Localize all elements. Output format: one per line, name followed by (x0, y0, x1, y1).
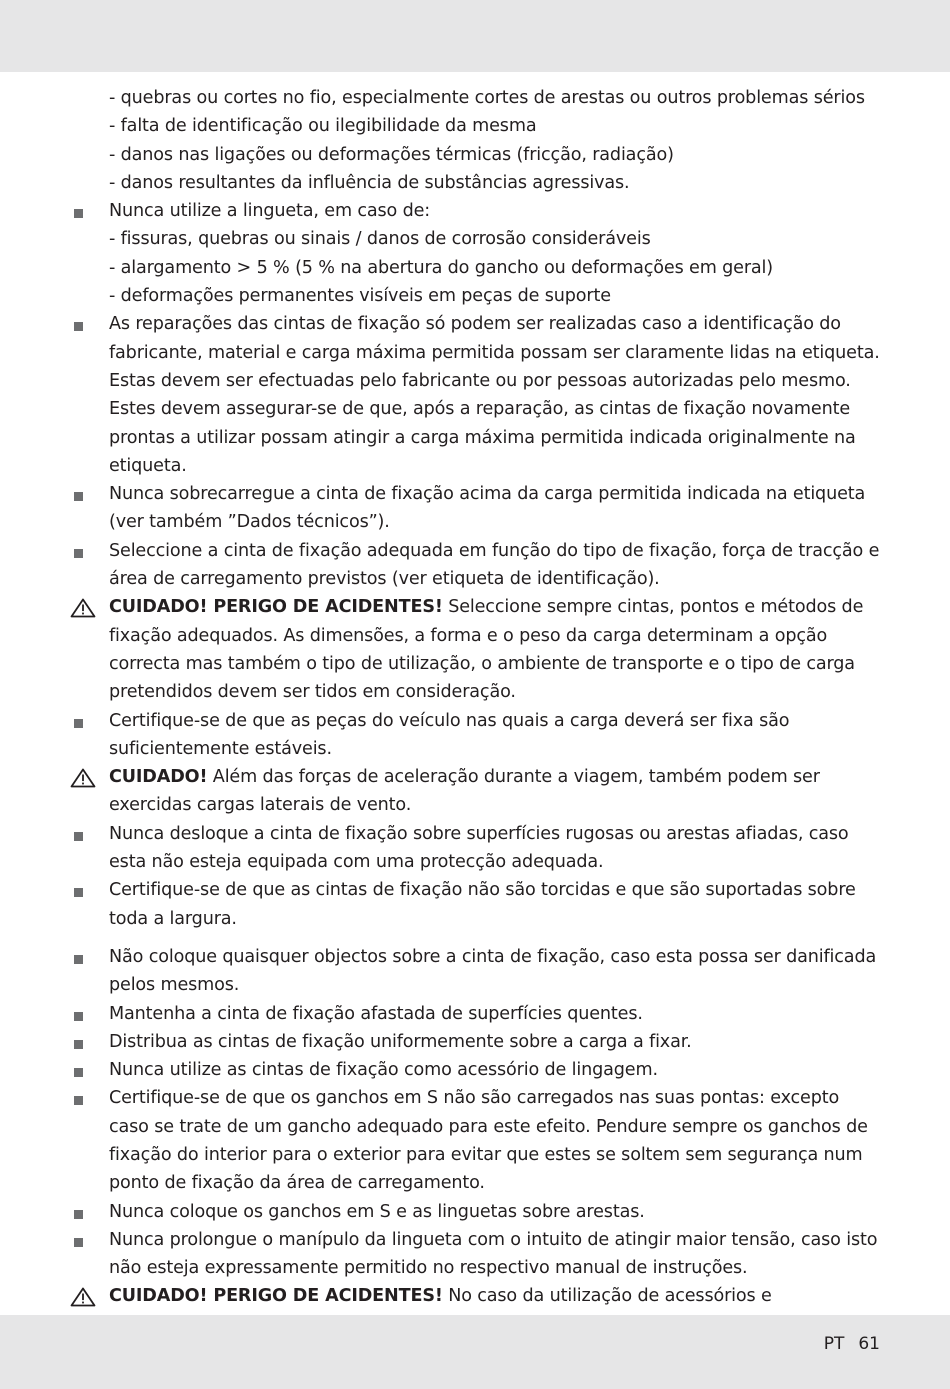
list-item (70, 310, 882, 480)
square-bullet-icon (74, 955, 83, 964)
sub-item: - danos resultantes da influência de substâncias agressivas. (109, 172, 630, 193)
list-item (70, 197, 882, 310)
square-bullet-icon (74, 549, 83, 558)
list-item (70, 1028, 882, 1056)
warning-triangle-icon (70, 1287, 96, 1307)
list-item (70, 1198, 882, 1226)
sub-item: - quebras ou cortes no fio, especialmente cortes de arestas ou outros problemas sérios (109, 88, 865, 108)
list-item (70, 1000, 882, 1028)
list-item-text: Nunca sobrecarregue a cinta de fixação acima da carga permitida indicada na etiqueta (ver também ”Dados técnicos”). (109, 484, 866, 533)
square-bullet-icon (74, 1238, 83, 1247)
list-item-text: Distribua as cintas de fixação uniformemente sobre a carga a fixar. (109, 1031, 692, 1052)
square-bullet-icon (74, 1012, 83, 1021)
warning-label: CUIDADO! PERIGO DE ACIDENTES! (109, 597, 443, 618)
warning-item (70, 763, 882, 820)
square-bullet-icon (74, 209, 83, 218)
list-item-text: As reparações das cintas de fixação só podem ser realizadas caso a identificação do fabricante, material e carga máxima permitida possam ser claramente lidas na etiqueta. Estas devem ser efectuadas pelo fabricante ou por pessoas autorizadas pelo mesmo. Estes devem assegurar-se de que, após a reparação, as cintas de fixação novamente prontas a utilizar possam atingir a carga máxima permitida indicada originalmente na etiqueta. (109, 314, 880, 476)
warning-text: Além das forças de aceleração durante a viagem, também podem ser exercidas cargas laterais de vento. (109, 767, 820, 816)
square-bullet-icon (74, 888, 83, 897)
list-item (70, 1056, 882, 1084)
square-bullet-icon (74, 322, 83, 331)
sub-item: - deformações permanentes visíveis em peças de suporte (109, 286, 611, 307)
list-item (70, 1226, 882, 1283)
list-item (70, 537, 882, 594)
page-number: 61 (858, 1334, 880, 1354)
square-bullet-icon (74, 719, 83, 728)
square-bullet-icon (74, 1210, 83, 1219)
list-item-text: Nunca prolongue o manípulo da lingueta com o intuito de atingir maior tensão, caso isto não esteja expressamente permitido no respectivo manual de instruções. (109, 1229, 878, 1279)
square-bullet-icon (74, 492, 83, 501)
sub-item: - falta de identificação ou ilegibilidade da mesma (109, 116, 537, 137)
list-item-text: Certifique-se de que as cintas de fixação não são torcidas e que são suportadas sobre toda a largura. (109, 880, 856, 929)
list-item-text: Nunca desloque a cinta de fixação sobre superfícies rugosas ou arestas afiadas, caso esta não esteja equipada com uma protecção adequada. (109, 823, 849, 873)
warning-triangle-icon (70, 768, 96, 788)
warning-triangle-icon (70, 598, 96, 618)
list-item-text: Nunca utilize a lingueta, em caso de: (109, 201, 431, 222)
list-item-text: Nunca coloque os ganchos em S e as linguetas sobre arestas. (109, 1201, 645, 1222)
warning-item (70, 593, 882, 706)
list-item (70, 876, 882, 933)
list-item-text: Mantenha a cinta de fixação afastada de superfícies quentes. (109, 1003, 643, 1024)
sub-item: - fissuras, quebras ou sinais / danos de corrosão consideráveis (109, 229, 651, 250)
list-item (70, 1084, 882, 1197)
warning-label: CUIDADO! PERIGO DE ACIDENTES! (109, 1286, 443, 1307)
list-item (70, 820, 882, 877)
square-bullet-icon (74, 1096, 83, 1105)
list-item-text: Certifique-se de que as peças do veículo nas quais a carga deverá ser fixa são suficientemente estáveis. (109, 710, 790, 759)
list-item (70, 707, 882, 764)
square-bullet-icon (74, 832, 83, 841)
page-footer (824, 1334, 880, 1354)
square-bullet-icon (74, 1040, 83, 1049)
footer-band (0, 1315, 950, 1389)
header-band (0, 0, 950, 72)
warning-item (70, 1282, 882, 1310)
list-item (70, 480, 882, 537)
instructions-text (70, 84, 882, 1311)
list-item-text: Seleccione a cinta de fixação adequada em função do tipo de fixação, força de tracção e área de carregamento previstos (ver etiqueta de identificação). (109, 540, 880, 590)
list-item-text: Certifique-se de que os ganchos em S não são carregados nas suas pontas: excepto caso se trate de um gancho adequado para este efeito. Pendure sempre os ganchos de fixação do interior para o exterior para evitar que estes se soltem sem segurança num ponto de fixação da área de carregamento. (109, 1088, 868, 1194)
warning-label: CUIDADO! (109, 767, 208, 788)
list-item-text: Nunca utilize as cintas de fixação como acessório de lingagem. (109, 1060, 658, 1081)
square-bullet-icon (74, 1068, 83, 1077)
sub-item: - danos nas ligações ou deformações térmicas (fricção, radiação) (109, 144, 674, 165)
sub-item: - alargamento > 5 % (5 % na abertura do gancho ou deformações em geral) (109, 257, 774, 278)
list-item (70, 943, 882, 1000)
language-code: PT (823, 1334, 845, 1354)
list-item-text: Não coloque quaisquer objectos sobre a cinta de fixação, caso esta possa ser danificada pelos mesmos. (109, 946, 877, 996)
warning-text: Seleccione sempre cintas, pontos e métodos de fixação adequados. As dimensões, a forma e o peso da carga determinam a opção correcta mas também o tipo de utilização, o ambiente de transporte e o tipo de carga pretendidos devem ser tidos em consideração. (109, 597, 864, 703)
warning-text: No caso da utilização de acessórios e (442, 1286, 772, 1307)
